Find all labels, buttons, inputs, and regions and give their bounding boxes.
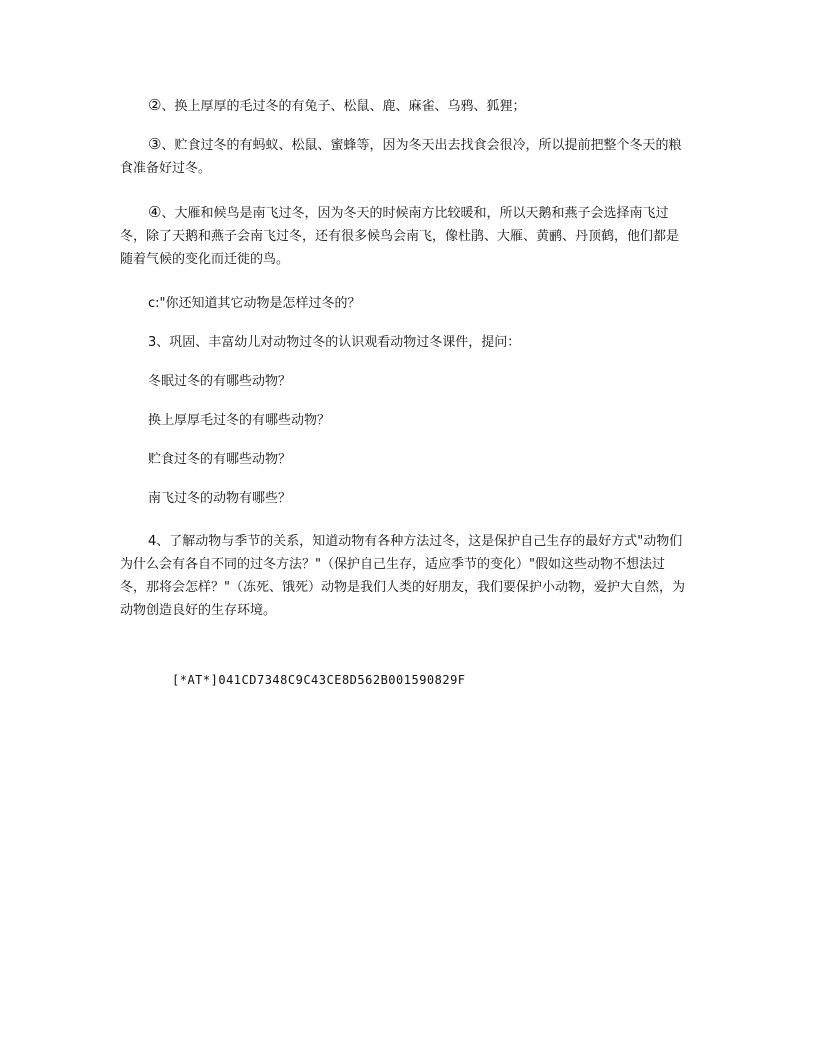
step-4: 4、了解动物与季节的关系，知道动物有各种方法过冬，这是保护自己生存的最好方式"动物们为什么会有各自不同的过冬方法？"（保护自己生存，适应季节的变化）"假如这些动物不想法过冬，那将会怎样？"（冻死、饿死）动物是我们人类的好朋友，我们要保护小动物，爱护大自然，为动物创造良好的生存环境。	[120, 534, 685, 618]
step-3: 3、巩固、丰富幼儿对动物过冬的认识观看动物过冬课件，提问：	[148, 335, 521, 350]
question-c: c:"你还知道其它动物是怎样过冬的？	[148, 296, 361, 311]
circled-number-3: ③	[148, 135, 162, 153]
document-code: [*AT*]041CD7348C9C43CE8D562B001590829F	[172, 673, 466, 687]
question-1: 冬眠过冬的有哪些动物？	[148, 374, 292, 389]
item-4	[120, 201, 690, 271]
item-4-text: 、大雁和候鸟是南飞过冬，因为冬天的时候南方比较暖和，所以天鹅和燕子会选择南飞过冬，除了天鹅和燕子会南飞过冬，还有很多候鸟会南飞，像杜鹃、大雁、黄鹂、丹顶鹤，他们都是随着气候的变化而迁徙的鸟。	[120, 206, 680, 267]
circled-number-4: ④	[148, 203, 162, 221]
question-2: 换上厚厚毛过冬的有哪些动物？	[148, 413, 331, 428]
item-3	[120, 133, 690, 180]
item-2-text: 、换上厚厚的毛过冬的有兔子、松鼠、鹿、麻雀、乌鸦、狐狸；	[161, 99, 526, 114]
question-4: 南飞过冬的动物有哪些？	[148, 491, 292, 506]
circled-number-2: ②	[148, 96, 162, 114]
question-3: 贮食过冬的有哪些动物？	[148, 452, 292, 467]
item-2	[120, 94, 690, 118]
item-3-text: 、贮食过冬的有蚂蚁、松鼠、蜜蜂等，因为冬天出去找食会很冷，所以提前把整个冬天的粮食准备好过冬。	[120, 138, 682, 176]
